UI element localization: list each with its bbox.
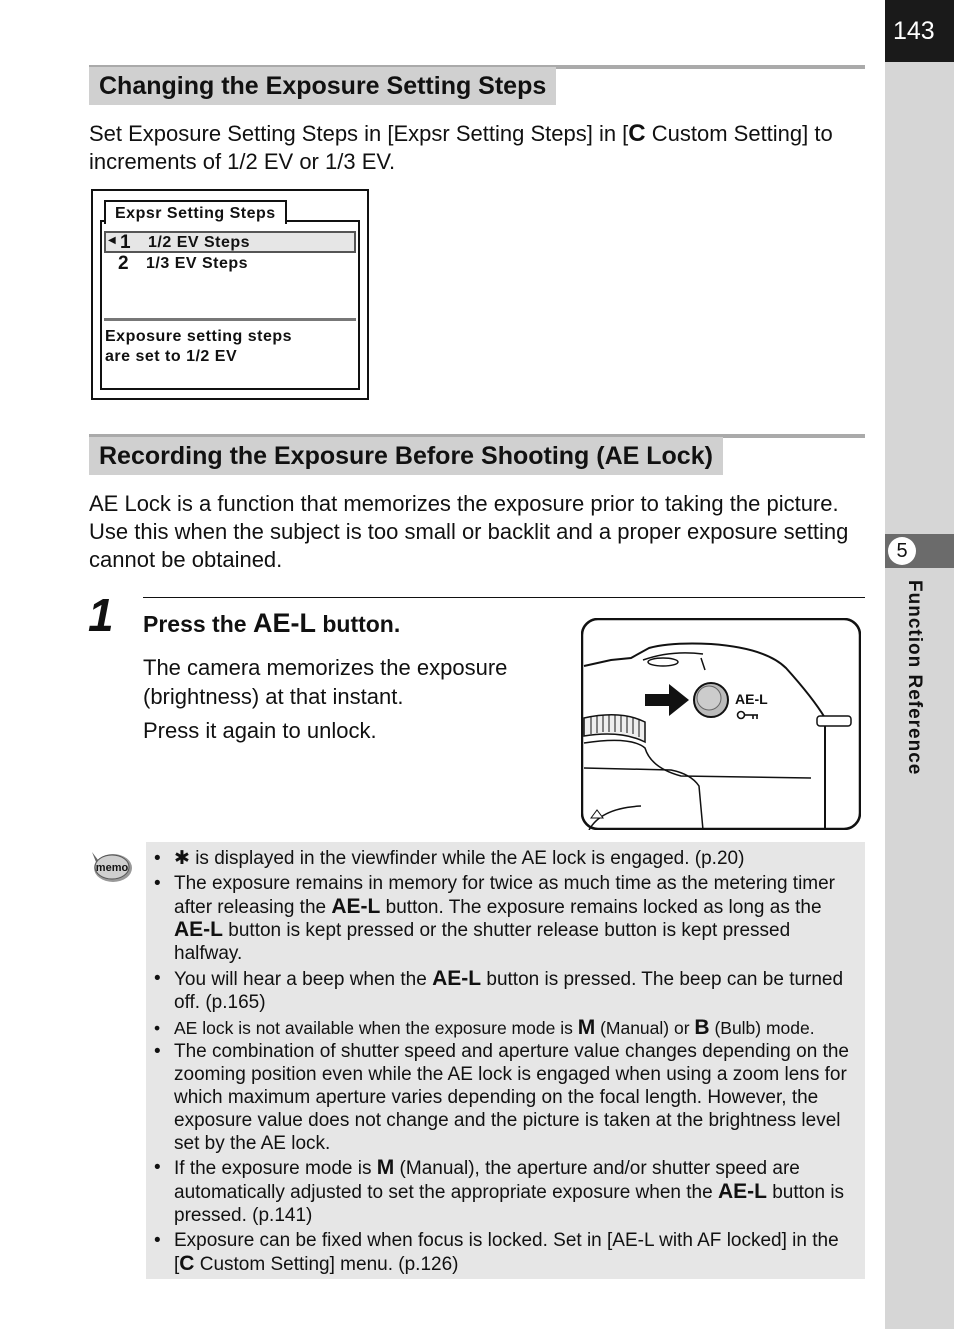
menu-option-1: ◀ 1 1/2 EV Steps <box>104 231 356 253</box>
section-heading-exposure-steps: Changing the Exposure Setting Steps <box>89 67 556 105</box>
memo-item: • If the exposure mode is M (Manual), the aperture and/or shutter speed are automatically adjusted to set the appropriate exposure when the AE-L button is pressed. (p.141) <box>154 1156 845 1226</box>
memo-item: • AE lock is not available when the exposure mode is M (Manual) or B (Bulb) mode. <box>154 1015 815 1039</box>
section-heading-ae-lock: Recording the Exposure Before Shooting (AE Lock) <box>89 437 723 475</box>
section-body-ae-lock: AE Lock is a function that memorizes the exposure prior to taking the picture. Use this when the subject is too small or backlit and a proper exposure setting cannot be obtained. <box>89 491 849 572</box>
custom-setting-c-icon: C <box>628 120 646 147</box>
section-body-exposure-steps: Set Exposure Setting Steps in [Expsr Setting Steps] in [C Custom Setting] to increments of 1/2 EV or 1/3 EV. <box>89 120 833 174</box>
menu-option-2: 2 1/3 EV Steps <box>118 253 249 274</box>
memo-item: • ✱ is displayed in the viewfinder while the AE lock is engaged. (p.20) <box>154 848 745 869</box>
step-rule <box>143 597 865 598</box>
menu-description: Exposure setting steps are set to 1/2 EV <box>105 328 293 365</box>
memo-list <box>154 848 862 1278</box>
chapter-label: Function Reference <box>904 580 925 776</box>
menu-screen-tab: Expsr Setting Steps <box>104 200 287 224</box>
ae-l-button-label: AE-L <box>252 608 316 638</box>
memo-item: • The exposure remains in memory for twice as much time as the metering timer after releasing the AE-L button. The exposure remains locked as long as the AE-L button is kept pressed or the shutter release button is kept pressed halfway. <box>154 872 836 965</box>
page-number: 143 <box>885 0 954 62</box>
ae-l-button-label: AE-L <box>735 691 768 707</box>
memo-item: • The combination of shutter speed and aperture value changes depending on the zooming position even while the AE lock is engaged when using a zoom lens for which maximum aperture varies depending on the focal length. However, the exposure value does not change and the picture is taken at the brightness level set by the AE lock. <box>154 1041 849 1154</box>
selection-arrow-icon: ◀ <box>108 235 117 246</box>
svg-text:memo: memo <box>95 862 129 874</box>
ae-lock-asterisk-icon: ✱ <box>174 848 190 869</box>
step-text: (brightness) at that instant. <box>143 684 404 709</box>
step-text: Press it again to unlock. <box>143 718 377 743</box>
step-text: The camera memorizes the exposure <box>143 655 508 680</box>
step-number: 1 <box>88 589 114 641</box>
memo-item: • Exposure can be fixed when focus is locked. Set in [AE-L with AF locked] in the [C Custom Setting] menu. (p.126) <box>154 1229 839 1275</box>
menu-divider <box>104 318 356 321</box>
custom-setting-c-icon: C <box>179 1251 195 1275</box>
chapter-number: 5 <box>888 537 916 565</box>
step-title: Press the AE-L button. <box>143 608 401 638</box>
memo-icon <box>88 848 134 884</box>
memo-item: • You will hear a beep when the AE-L button is pressed. The beep can be turned off. (p.165) <box>154 966 844 1013</box>
camera-ae-l-illustration <box>581 618 861 830</box>
